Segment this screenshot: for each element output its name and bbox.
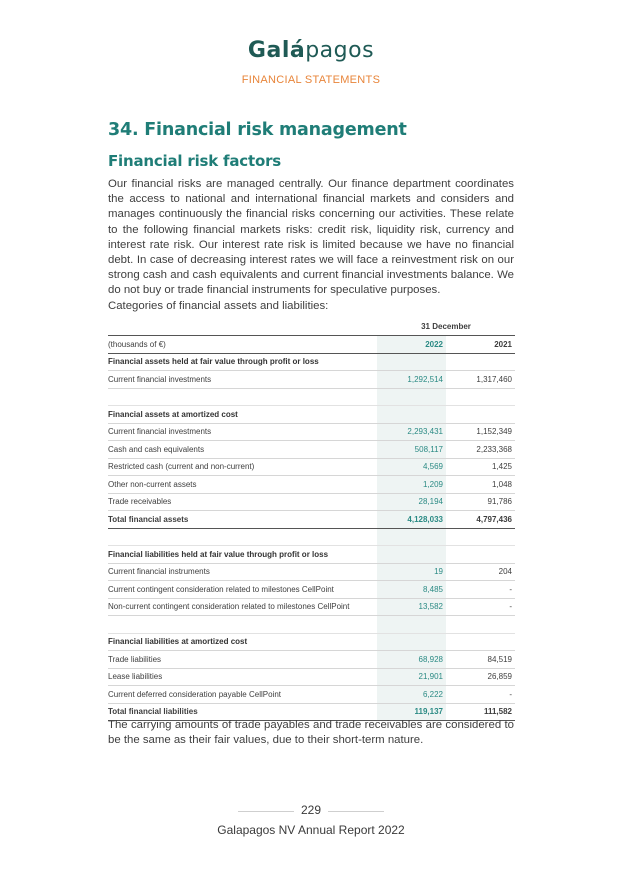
page-number: 229 (300, 803, 322, 817)
value-2022-cell: 19 (377, 563, 446, 581)
value-2021-cell (446, 546, 515, 564)
row-label-cell: Total financial assets (108, 511, 377, 529)
row-label-cell: Trade receivables (108, 493, 377, 511)
row-label-cell: Other non-current assets (108, 476, 377, 494)
value-2022-cell (377, 528, 446, 546)
row-label-cell (108, 616, 377, 634)
section-heading-cell: Financial assets at amortized cost (108, 406, 377, 424)
table-row (108, 581, 515, 599)
value-2021-cell: 111,582 (446, 703, 515, 721)
value-2021-cell (446, 353, 515, 371)
row-label-cell (108, 528, 377, 546)
table-row (108, 441, 515, 459)
galapagos-logo (0, 36, 622, 66)
row-label-cell: Current financial investments (108, 371, 377, 389)
value-2021-cell: 2,233,368 (446, 441, 515, 459)
value-2022-cell: 4,128,033 (377, 511, 446, 529)
value-2022-cell: 68,928 (377, 651, 446, 669)
value-2021-cell: 84,519 (446, 651, 515, 669)
table-row (108, 598, 515, 616)
section-heading-cell: Financial liabilities at amortized cost (108, 633, 377, 651)
value-2022-cell: 508,117 (377, 441, 446, 459)
table-row (108, 511, 515, 529)
row-label-cell: Total financial liabilities (108, 703, 377, 721)
value-2022-cell: 4,569 (377, 458, 446, 476)
value-2021-cell: 26,859 (446, 668, 515, 686)
value-2022-cell (377, 633, 446, 651)
table-caption: Categories of financial assets and liabilities: (108, 300, 329, 312)
page-title: 34. Financial risk management (108, 120, 407, 140)
table-row (108, 616, 515, 634)
value-2021-cell: - (446, 581, 515, 599)
section-heading-cell: Financial assets held at fair value through profit or loss (108, 353, 377, 371)
value-2021-cell (446, 528, 515, 546)
value-2022-cell: 119,137 (377, 703, 446, 721)
table-row (108, 528, 515, 546)
value-2021-cell: - (446, 598, 515, 616)
intro-paragraph: Our financial risks are managed centrally. Our finance department coordinates the access to national and international financial markets and considers and manages continuously the financial risks concerning our activities. These relate to the following financial markets risks: credit risk, liquidity risk, currency and interest rate risk. Our interest rate risk is limited because we have no financial debt. In case of decreasing interest rates we will face a reinvestment risk on our strong cash and cash equivalents and current financial investments balance. We do not buy or trade financial instruments for speculative purposes. (108, 178, 514, 297)
table-row (108, 668, 515, 686)
value-2021-cell (446, 388, 515, 406)
table-row (108, 493, 515, 511)
period-header-row (108, 317, 515, 336)
row-label-cell: Trade liabilities (108, 651, 377, 669)
row-label-cell: Lease liabilities (108, 668, 377, 686)
column-header-2021: 2021 (446, 336, 515, 354)
value-2022-cell: 21,901 (377, 668, 446, 686)
value-2021-cell: - (446, 686, 515, 704)
value-2022-cell: 1,292,514 (377, 371, 446, 389)
row-label-cell: Current financial investments (108, 423, 377, 441)
value-2022-cell (377, 616, 446, 634)
value-2021-cell: 4,797,436 (446, 511, 515, 529)
value-2021-cell: 1,425 (446, 458, 515, 476)
section-subtitle: Financial risk factors (108, 152, 281, 170)
row-label-cell: Current contingent consideration related to milestones CellPoint (108, 581, 377, 599)
table-row (108, 406, 515, 424)
table-row (108, 371, 515, 389)
value-2021-cell (446, 616, 515, 634)
row-label-cell: Cash and cash equivalents (108, 441, 377, 459)
table-row (108, 686, 515, 704)
value-2022-cell (377, 353, 446, 371)
period-header: 31 December (377, 317, 515, 336)
table-row (108, 458, 515, 476)
value-2022-cell: 1,209 (377, 476, 446, 494)
column-header-row (108, 336, 515, 354)
value-2021-cell: 1,152,349 (446, 423, 515, 441)
unit-label: (thousands of €) (108, 336, 377, 354)
value-2021-cell: 1,048 (446, 476, 515, 494)
section-heading-cell: Financial liabilities held at fair value through profit or loss (108, 546, 377, 564)
row-label-cell (108, 388, 377, 406)
value-2021-cell: 91,786 (446, 493, 515, 511)
value-2022-cell: 8,485 (377, 581, 446, 599)
value-2022-cell: 6,222 (377, 686, 446, 704)
value-2022-cell (377, 388, 446, 406)
row-label-cell: Current deferred consideration payable CellPoint (108, 686, 377, 704)
value-2022-cell (377, 406, 446, 424)
value-2022-cell: 28,194 (377, 493, 446, 511)
financial-assets-liabilities-table (108, 317, 515, 721)
table-row (108, 476, 515, 494)
logo-bold-part: Galá (247, 38, 306, 63)
report-title: Galapagos NV Annual Report 2022 (217, 823, 405, 837)
table-row (108, 546, 515, 564)
table-row (108, 633, 515, 651)
table-row (108, 388, 515, 406)
logo-rest-part: pagos (305, 38, 375, 63)
value-2022-cell: 2,293,431 (377, 423, 446, 441)
section-label: FINANCIAL STATEMENTS (241, 74, 381, 86)
value-2022-cell: 13,582 (377, 598, 446, 616)
value-2021-cell: 1,317,460 (446, 371, 515, 389)
closing-paragraph: The carrying amounts of trade payables and trade receivables are considered to be the same as their fair values, due to their short-term nature. (108, 719, 514, 747)
value-2021-cell (446, 633, 515, 651)
column-header-2022: 2022 (377, 336, 446, 354)
row-label-cell: Current financial instruments (108, 563, 377, 581)
table-row (108, 651, 515, 669)
value-2022-cell (377, 546, 446, 564)
value-2021-cell (446, 406, 515, 424)
row-label-cell: Non-current contingent consideration related to milestones CellPoint (108, 598, 377, 616)
row-label-cell: Restricted cash (current and non-current) (108, 458, 377, 476)
table-row (108, 353, 515, 371)
table-row (108, 423, 515, 441)
value-2021-cell: 204 (446, 563, 515, 581)
table-row (108, 563, 515, 581)
